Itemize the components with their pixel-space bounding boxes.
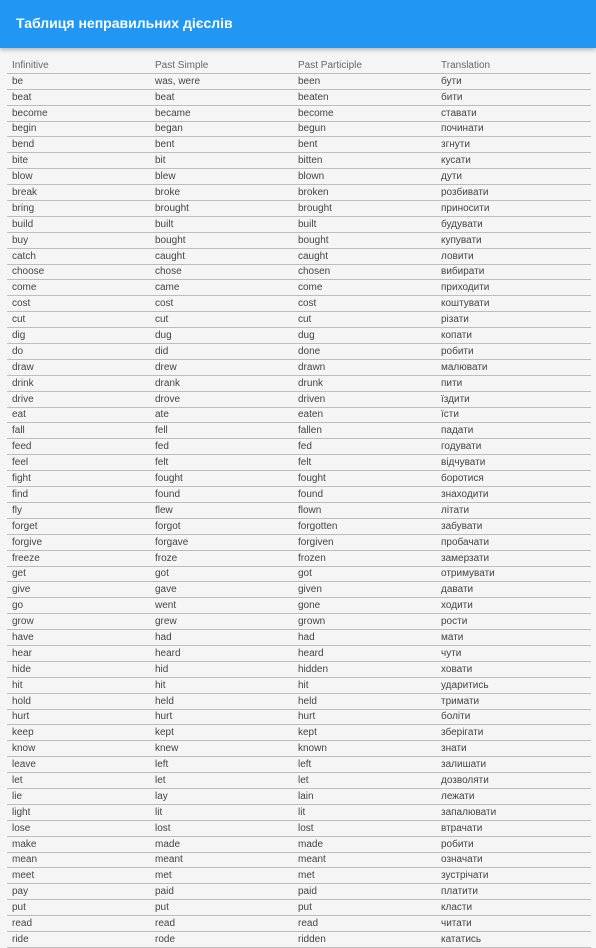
table-row: [7, 391, 591, 407]
table-row: [7, 661, 591, 677]
cell-infinitive: give: [7, 582, 150, 598]
cell-past-participle: held: [293, 693, 436, 709]
cell-translation: бити: [436, 89, 591, 105]
table-row: [7, 630, 591, 646]
cell-translation: запалювати: [436, 804, 591, 820]
cell-past-participle: put: [293, 900, 436, 916]
table-row: [7, 439, 591, 455]
cell-past-simple: read: [150, 916, 293, 932]
cell-translation: різати: [436, 312, 591, 328]
cell-infinitive: hurt: [7, 709, 150, 725]
cell-infinitive: bite: [7, 153, 150, 169]
table-row: [7, 232, 591, 248]
cell-translation: ходити: [436, 598, 591, 614]
table-row: [7, 169, 591, 185]
table-row: [7, 900, 591, 916]
cell-past-simple: lay: [150, 788, 293, 804]
cell-translation: боротися: [436, 471, 591, 487]
cell-infinitive: build: [7, 216, 150, 232]
cell-translation: їсти: [436, 407, 591, 423]
cell-past-participle: kept: [293, 725, 436, 741]
app-bar: [0, 0, 596, 48]
cell-infinitive: leave: [7, 757, 150, 773]
cell-infinitive: forget: [7, 518, 150, 534]
cell-translation: читати: [436, 916, 591, 932]
cell-past-participle: hurt: [293, 709, 436, 725]
cell-past-simple: rode: [150, 931, 293, 947]
cell-infinitive: drink: [7, 375, 150, 391]
cell-past-participle: driven: [293, 391, 436, 407]
cell-past-participle: brought: [293, 201, 436, 217]
cell-infinitive: put: [7, 900, 150, 916]
cell-translation: мати: [436, 630, 591, 646]
cell-translation: рости: [436, 614, 591, 630]
cell-infinitive: come: [7, 280, 150, 296]
cell-past-simple: cost: [150, 296, 293, 312]
cell-translation: робити: [436, 344, 591, 360]
cell-infinitive: freeze: [7, 550, 150, 566]
cell-translation: купувати: [436, 232, 591, 248]
table-row: [7, 248, 591, 264]
cell-infinitive: have: [7, 630, 150, 646]
cell-translation: будувати: [436, 216, 591, 232]
cell-infinitive: catch: [7, 248, 150, 264]
cell-past-simple: dug: [150, 328, 293, 344]
cell-infinitive: feed: [7, 439, 150, 455]
cell-translation: означати: [436, 852, 591, 868]
cell-past-participle: got: [293, 566, 436, 582]
header-past-participle: Past Participle: [293, 58, 436, 73]
cell-infinitive: become: [7, 105, 150, 121]
cell-past-participle: gone: [293, 598, 436, 614]
cell-past-simple: lost: [150, 820, 293, 836]
cell-past-participle: meant: [293, 852, 436, 868]
cell-translation: пробачати: [436, 534, 591, 550]
table-row: [7, 534, 591, 550]
cell-past-participle: been: [293, 73, 436, 89]
table-row: [7, 153, 591, 169]
cell-past-participle: paid: [293, 884, 436, 900]
cell-past-simple: came: [150, 280, 293, 296]
cell-past-simple: found: [150, 487, 293, 503]
table-row: [7, 375, 591, 391]
table-row: [7, 614, 591, 630]
cell-past-simple: drew: [150, 359, 293, 375]
cell-infinitive: buy: [7, 232, 150, 248]
cell-past-participle: drawn: [293, 359, 436, 375]
table-row: [7, 328, 591, 344]
cell-past-participle: grown: [293, 614, 436, 630]
cell-past-simple: cut: [150, 312, 293, 328]
cell-past-simple: made: [150, 836, 293, 852]
cell-past-simple: blew: [150, 169, 293, 185]
cell-infinitive: beat: [7, 89, 150, 105]
cell-translation: зберігати: [436, 725, 591, 741]
table-row: [7, 836, 591, 852]
cell-past-participle: drunk: [293, 375, 436, 391]
table-header-row: [7, 58, 591, 73]
cell-past-participle: eaten: [293, 407, 436, 423]
cell-translation: чути: [436, 645, 591, 661]
cell-past-simple: hurt: [150, 709, 293, 725]
cell-infinitive: ride: [7, 931, 150, 947]
cell-past-participle: lain: [293, 788, 436, 804]
cell-translation: боліти: [436, 709, 591, 725]
table-row: [7, 741, 591, 757]
cell-translation: платити: [436, 884, 591, 900]
cell-past-simple: became: [150, 105, 293, 121]
cell-translation: пити: [436, 375, 591, 391]
cell-translation: замерзати: [436, 550, 591, 566]
cell-infinitive: blow: [7, 169, 150, 185]
cell-translation: робити: [436, 836, 591, 852]
cell-past-participle: felt: [293, 455, 436, 471]
cell-past-simple: lit: [150, 804, 293, 820]
cell-translation: годувати: [436, 439, 591, 455]
cell-past-simple: bit: [150, 153, 293, 169]
cell-past-simple: had: [150, 630, 293, 646]
cell-translation: падати: [436, 423, 591, 439]
table-row: [7, 312, 591, 328]
cell-past-participle: fed: [293, 439, 436, 455]
table-row: [7, 725, 591, 741]
cell-infinitive: cost: [7, 296, 150, 312]
cell-translation: кусати: [436, 153, 591, 169]
cell-past-simple: did: [150, 344, 293, 360]
table-row: [7, 709, 591, 725]
cell-past-participle: forgiven: [293, 534, 436, 550]
cell-translation: кататись: [436, 931, 591, 947]
cell-translation: коштувати: [436, 296, 591, 312]
cell-past-participle: hit: [293, 677, 436, 693]
table-row: [7, 89, 591, 105]
cell-past-participle: ridden: [293, 931, 436, 947]
cell-translation: залишати: [436, 757, 591, 773]
table-row: [7, 868, 591, 884]
cell-past-participle: fought: [293, 471, 436, 487]
cell-past-participle: cut: [293, 312, 436, 328]
table-row: [7, 216, 591, 232]
table-row: [7, 407, 591, 423]
table-row: [7, 820, 591, 836]
app-title: Таблиця неправильних дієслів: [16, 15, 233, 31]
cell-translation: тримати: [436, 693, 591, 709]
cell-infinitive: grow: [7, 614, 150, 630]
cell-translation: класти: [436, 900, 591, 916]
cell-infinitive: read: [7, 916, 150, 932]
cell-past-simple: bent: [150, 137, 293, 153]
cell-infinitive: be: [7, 73, 150, 89]
table-row: [7, 788, 591, 804]
irregular-verbs-table: [7, 58, 591, 948]
table-row: [7, 502, 591, 518]
cell-past-participle: bent: [293, 137, 436, 153]
cell-infinitive: bend: [7, 137, 150, 153]
verbs-table-container[interactable]: [0, 58, 596, 945]
table-row: [7, 598, 591, 614]
cell-past-simple: drank: [150, 375, 293, 391]
cell-past-participle: bought: [293, 232, 436, 248]
cell-infinitive: choose: [7, 264, 150, 280]
cell-infinitive: keep: [7, 725, 150, 741]
cell-past-simple: built: [150, 216, 293, 232]
cell-past-simple: flew: [150, 502, 293, 518]
cell-past-participle: caught: [293, 248, 436, 264]
cell-infinitive: forgive: [7, 534, 150, 550]
cell-infinitive: bring: [7, 201, 150, 217]
cell-translation: згнути: [436, 137, 591, 153]
cell-past-simple: meant: [150, 852, 293, 868]
cell-past-simple: forgot: [150, 518, 293, 534]
cell-past-participle: heard: [293, 645, 436, 661]
cell-translation: лежати: [436, 788, 591, 804]
cell-past-participle: come: [293, 280, 436, 296]
header-past-simple: Past Simple: [150, 58, 293, 73]
cell-past-simple: left: [150, 757, 293, 773]
cell-past-participle: chosen: [293, 264, 436, 280]
cell-past-simple: froze: [150, 550, 293, 566]
cell-infinitive: hear: [7, 645, 150, 661]
cell-infinitive: lose: [7, 820, 150, 836]
cell-past-simple: felt: [150, 455, 293, 471]
cell-translation: приходити: [436, 280, 591, 296]
cell-past-simple: heard: [150, 645, 293, 661]
cell-past-participle: blown: [293, 169, 436, 185]
cell-past-participle: left: [293, 757, 436, 773]
cell-past-simple: hid: [150, 661, 293, 677]
cell-infinitive: make: [7, 836, 150, 852]
cell-past-simple: got: [150, 566, 293, 582]
table-row: [7, 518, 591, 534]
cell-translation: копати: [436, 328, 591, 344]
cell-infinitive: go: [7, 598, 150, 614]
table-body: [7, 73, 591, 947]
cell-translation: ловити: [436, 248, 591, 264]
cell-infinitive: hide: [7, 661, 150, 677]
cell-past-simple: brought: [150, 201, 293, 217]
table-row: [7, 757, 591, 773]
cell-translation: літати: [436, 502, 591, 518]
table-row: [7, 137, 591, 153]
table-row: [7, 693, 591, 709]
header-translation: Translation: [436, 58, 591, 73]
cell-translation: отримувати: [436, 566, 591, 582]
cell-translation: ударитись: [436, 677, 591, 693]
cell-infinitive: know: [7, 741, 150, 757]
table-row: [7, 471, 591, 487]
cell-infinitive: feel: [7, 455, 150, 471]
table-row: [7, 185, 591, 201]
cell-infinitive: fall: [7, 423, 150, 439]
table-row: [7, 884, 591, 900]
cell-past-participle: bitten: [293, 153, 436, 169]
cell-translation: ставати: [436, 105, 591, 121]
table-row: [7, 773, 591, 789]
cell-infinitive: break: [7, 185, 150, 201]
cell-past-participle: hidden: [293, 661, 436, 677]
cell-translation: знаходити: [436, 487, 591, 503]
cell-translation: втрачати: [436, 820, 591, 836]
cell-infinitive: cut: [7, 312, 150, 328]
cell-past-simple: beat: [150, 89, 293, 105]
table-row: [7, 582, 591, 598]
cell-past-simple: knew: [150, 741, 293, 757]
cell-translation: бути: [436, 73, 591, 89]
cell-past-participle: cost: [293, 296, 436, 312]
cell-translation: вибирати: [436, 264, 591, 280]
cell-infinitive: fight: [7, 471, 150, 487]
cell-past-participle: fallen: [293, 423, 436, 439]
cell-past-participle: broken: [293, 185, 436, 201]
cell-infinitive: eat: [7, 407, 150, 423]
cell-past-participle: made: [293, 836, 436, 852]
table-row: [7, 280, 591, 296]
cell-past-simple: grew: [150, 614, 293, 630]
cell-past-simple: forgave: [150, 534, 293, 550]
cell-past-simple: was, were: [150, 73, 293, 89]
cell-translation: дути: [436, 169, 591, 185]
cell-past-simple: fed: [150, 439, 293, 455]
cell-translation: знати: [436, 741, 591, 757]
table-row: [7, 566, 591, 582]
cell-past-simple: hit: [150, 677, 293, 693]
cell-infinitive: meet: [7, 868, 150, 884]
cell-past-participle: frozen: [293, 550, 436, 566]
table-row: [7, 645, 591, 661]
cell-infinitive: find: [7, 487, 150, 503]
table-row: [7, 455, 591, 471]
cell-past-participle: beaten: [293, 89, 436, 105]
cell-past-participle: forgotten: [293, 518, 436, 534]
cell-past-participle: read: [293, 916, 436, 932]
cell-infinitive: begin: [7, 121, 150, 137]
cell-past-simple: caught: [150, 248, 293, 264]
cell-infinitive: mean: [7, 852, 150, 868]
cell-infinitive: hit: [7, 677, 150, 693]
cell-translation: дозволяти: [436, 773, 591, 789]
table-row: [7, 344, 591, 360]
cell-translation: ховати: [436, 661, 591, 677]
table-row: [7, 73, 591, 89]
cell-past-participle: met: [293, 868, 436, 884]
table-row: [7, 487, 591, 503]
cell-past-simple: broke: [150, 185, 293, 201]
cell-past-simple: fell: [150, 423, 293, 439]
cell-past-participle: given: [293, 582, 436, 598]
cell-infinitive: hold: [7, 693, 150, 709]
cell-infinitive: fly: [7, 502, 150, 518]
cell-past-participle: become: [293, 105, 436, 121]
cell-past-simple: met: [150, 868, 293, 884]
cell-translation: давати: [436, 582, 591, 598]
header-infinitive: Infinitive: [7, 58, 150, 73]
table-row: [7, 423, 591, 439]
cell-past-simple: drove: [150, 391, 293, 407]
table-row: [7, 931, 591, 947]
cell-past-simple: chose: [150, 264, 293, 280]
cell-past-simple: bought: [150, 232, 293, 248]
table-row: [7, 264, 591, 280]
table-row: [7, 121, 591, 137]
cell-past-participle: done: [293, 344, 436, 360]
table-row: [7, 105, 591, 121]
cell-translation: розбивати: [436, 185, 591, 201]
cell-translation: приносити: [436, 201, 591, 217]
cell-past-participle: found: [293, 487, 436, 503]
cell-translation: забувати: [436, 518, 591, 534]
table-row: [7, 296, 591, 312]
cell-translation: малювати: [436, 359, 591, 375]
table-row: [7, 677, 591, 693]
cell-infinitive: let: [7, 773, 150, 789]
table-row: [7, 804, 591, 820]
table-row: [7, 550, 591, 566]
table-row: [7, 916, 591, 932]
cell-past-participle: dug: [293, 328, 436, 344]
cell-infinitive: do: [7, 344, 150, 360]
table-row: [7, 359, 591, 375]
table-row: [7, 201, 591, 217]
cell-translation: зустрічати: [436, 868, 591, 884]
cell-past-participle: begun: [293, 121, 436, 137]
cell-past-simple: let: [150, 773, 293, 789]
cell-past-simple: went: [150, 598, 293, 614]
cell-past-simple: fought: [150, 471, 293, 487]
cell-translation: починати: [436, 121, 591, 137]
cell-infinitive: drive: [7, 391, 150, 407]
cell-past-participle: lit: [293, 804, 436, 820]
cell-infinitive: light: [7, 804, 150, 820]
cell-past-simple: began: [150, 121, 293, 137]
table-row: [7, 852, 591, 868]
cell-past-participle: known: [293, 741, 436, 757]
cell-infinitive: lie: [7, 788, 150, 804]
cell-past-simple: ate: [150, 407, 293, 423]
cell-past-participle: let: [293, 773, 436, 789]
cell-past-participle: had: [293, 630, 436, 646]
cell-translation: їздити: [436, 391, 591, 407]
cell-infinitive: get: [7, 566, 150, 582]
cell-translation: відчувати: [436, 455, 591, 471]
cell-past-simple: held: [150, 693, 293, 709]
cell-past-simple: paid: [150, 884, 293, 900]
cell-past-participle: flown: [293, 502, 436, 518]
cell-infinitive: pay: [7, 884, 150, 900]
cell-past-participle: lost: [293, 820, 436, 836]
cell-past-simple: kept: [150, 725, 293, 741]
cell-past-simple: gave: [150, 582, 293, 598]
cell-infinitive: dig: [7, 328, 150, 344]
cell-past-simple: put: [150, 900, 293, 916]
cell-past-participle: built: [293, 216, 436, 232]
cell-infinitive: draw: [7, 359, 150, 375]
